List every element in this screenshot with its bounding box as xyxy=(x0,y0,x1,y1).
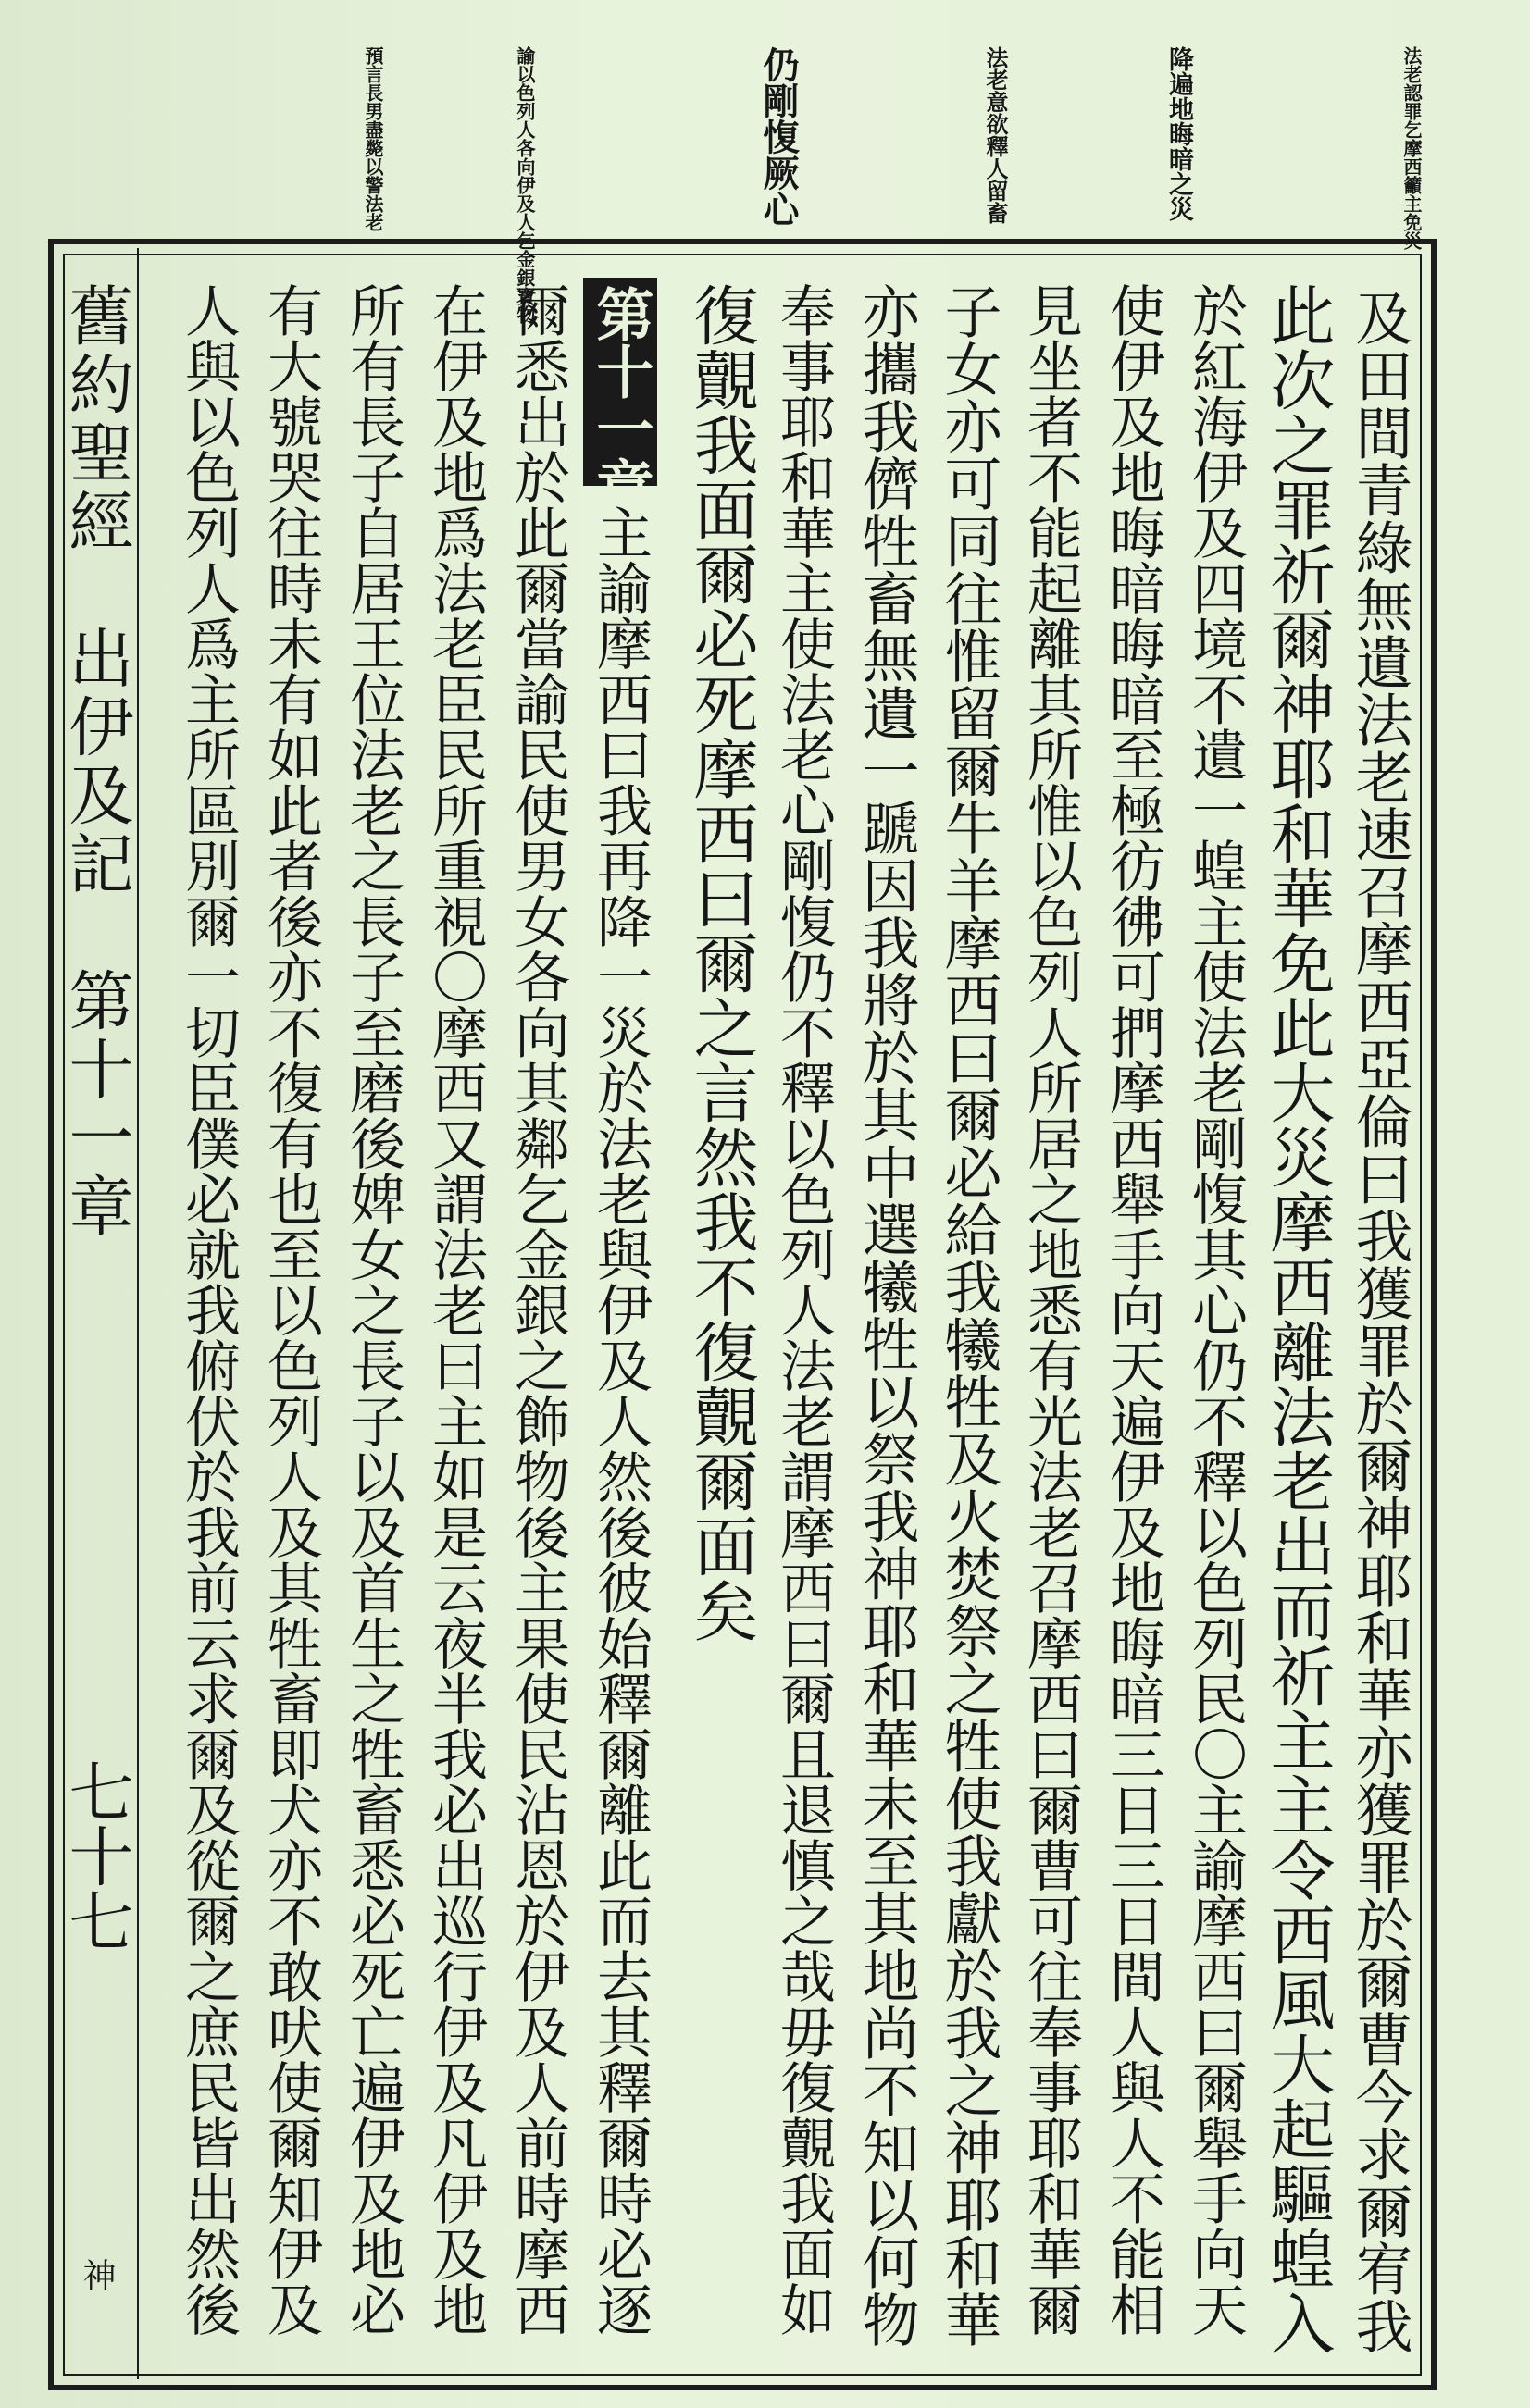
text-column: 於紅海伊及四境不遺一蝗主使法老剛愎其心仍不釋以色列民〇主諭摩西曰爾舉手向天 xyxy=(1183,282,1248,2337)
text-column: 有大號哭往時未有如此者後亦不復有也至以色列人及其牲畜即犬亦不敢吠使爾知伊及 xyxy=(258,282,323,2337)
spine-mark: 神 xyxy=(78,2258,116,2291)
text-column: 復覿我面爾必死摩西曰爾之言然我不復覿爾面矣 xyxy=(683,282,759,1643)
text-column: 爾悉出於此爾當諭民使男女各向其鄰乞金銀之飾物後主果使民沾恩於伊及人前時摩西 xyxy=(505,282,570,2337)
margin-note: 諭以色列人各向伊及人乞金銀寶物 xyxy=(514,46,536,324)
margin-note: 仍剛愎厥心 xyxy=(757,46,800,227)
margin-note: 法老意欲釋人留畜 xyxy=(982,46,1009,224)
text-column: 奉事耶和華主使法老心剛愎仍不釋以色列人法老謂摩西曰爾且退慎之哉毋復覿我面如 xyxy=(771,282,836,2337)
text-column: 所有長子自居王位法老之長子至磨後婢女之長子以及首生之牲畜悉必死亡遍伊及地必 xyxy=(341,282,405,2337)
text-column: 在伊及地爲法老臣民所重視〇摩西又謂法老曰主如是云夜半我必出巡行伊及凡伊及地 xyxy=(423,282,488,2337)
margin-note: 法老認罪乞摩西籲主免災 xyxy=(1400,46,1423,250)
spine-divider xyxy=(137,248,139,2379)
chapter-heading: 第十一章 xyxy=(587,285,654,515)
page-number: 七十七 xyxy=(58,1758,134,1953)
text-column: 及田間青綠無遺法老速召摩西亞倫曰我獲罪於爾神耶和華亦獲罪於爾曹今求爾宥我 xyxy=(1346,289,1413,2354)
text-column: 見坐者不能起離其所惟以色列人所居之地悉有光法老召摩西曰爾曹可往奉事耶和華爾 xyxy=(1018,282,1083,2337)
margin-note: 預言長男盡斃以警法老 xyxy=(362,46,384,231)
text-column: 人與以色列人爲主所區別爾一切臣僕必就我俯伏於我前云求爾及從爾之庶民皆出然後 xyxy=(176,282,241,2337)
running-title: 舊約聖經 出伊及記 第十一章 xyxy=(58,282,134,1241)
text-column: 主諭摩西曰我再降一災於法老與伊及人然後彼始釋爾離此而去其釋爾時必逐 xyxy=(588,504,653,2337)
text-column: 亦攜我儕牲畜無遺一蹏因我將於其中選犧牲以祭我神耶和華未至其地尚不知以何物 xyxy=(852,282,920,2348)
text-column: 此次之罪祈爾神耶和華免此大災摩西離法老出而祈主主令西風大起驅蝗入 xyxy=(1260,282,1336,2355)
margin-note: 降遍地晦暗之災 xyxy=(1164,46,1193,221)
text-column: 使伊及地晦暗晦暗至極彷彿可捫摩西舉手向天遍伊及地晦暗三日三日間人與人不能相 xyxy=(1101,282,1165,2337)
text-column: 子女亦可同往惟留爾牛羊摩西曰爾必給我犧牲及火焚祭之牲使我獻於我之神耶和華 xyxy=(935,282,1002,2348)
